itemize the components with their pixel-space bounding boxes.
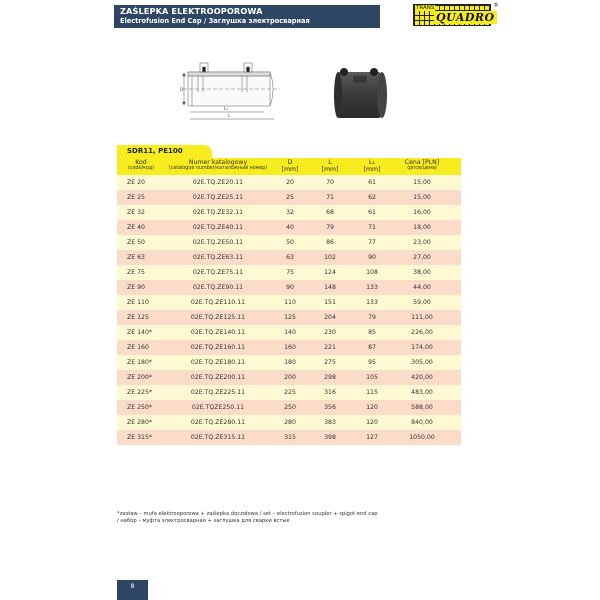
table-row	[117, 340, 461, 355]
cell-l: 102	[324, 254, 336, 261]
cell-price: 840,00	[411, 419, 433, 426]
cell-price: 18,00	[413, 224, 431, 231]
cell-l1: 108	[366, 269, 378, 276]
table-row	[117, 430, 461, 445]
cell-catalogue: 02E.TQ.ZE315.11	[190, 434, 246, 441]
column-header-d: D [mm]	[281, 159, 299, 174]
cell-l: 68	[326, 209, 334, 216]
cell-l: 316	[324, 389, 336, 396]
cell-code: ZE 25	[127, 194, 145, 201]
cell-price: 44,00	[413, 284, 431, 291]
cell-d: 75	[286, 269, 294, 276]
trans-quadro-logo	[413, 4, 495, 26]
logo-quadro-text: QUADRO	[436, 11, 495, 24]
cell-price: 23,00	[413, 239, 431, 246]
fitting-body	[183, 72, 280, 106]
table-row	[117, 295, 461, 310]
cell-l: 383	[324, 419, 336, 426]
cell-price: 1050,00	[409, 434, 435, 441]
cell-code: ZE 110	[127, 299, 149, 306]
column-header-catalogue: Numer katalogowy (catalogue number/каталожный номер)	[168, 159, 268, 172]
cell-l1: 87	[368, 344, 376, 351]
cell-l1: 79	[368, 314, 376, 321]
cell-code: ZE 63	[127, 254, 145, 261]
cell-l1: 115	[366, 389, 378, 396]
cell-catalogue: 02E.TQ.ZE32.11	[192, 209, 244, 216]
cell-code: ZE 40	[127, 224, 145, 231]
table-row	[117, 370, 461, 385]
cell-price: 483,00	[411, 389, 433, 396]
cell-price: 59,00	[413, 299, 431, 306]
cell-d: 200	[284, 374, 296, 381]
cell-catalogue: 02E.TQ.ZE110.11	[190, 299, 246, 306]
product-photo	[330, 62, 390, 124]
table-row	[117, 325, 461, 340]
dimension-label-d: D	[180, 87, 184, 92]
cell-catalogue: 02E.TQ.ZE125.11	[190, 314, 246, 321]
table-row	[117, 175, 461, 190]
cell-l: 204	[324, 314, 336, 321]
title-bar	[114, 5, 380, 28]
cell-code: ZE 140*	[127, 329, 153, 336]
table-row	[117, 190, 461, 205]
table-row	[117, 280, 461, 295]
cell-l: 398	[324, 434, 336, 441]
cell-code: ZE 160	[127, 344, 149, 351]
terminal-icon	[340, 68, 348, 76]
table-row	[117, 310, 461, 325]
cell-d: 140	[284, 329, 296, 336]
cell-l1: 105	[366, 374, 378, 381]
cell-l1: 77	[368, 239, 376, 246]
cell-l: 71	[326, 194, 334, 201]
table-row	[117, 415, 461, 430]
cell-price: 588,00	[411, 404, 433, 411]
table-body	[117, 175, 461, 445]
cell-l: 70	[326, 179, 334, 186]
cell-catalogue: 02E.TQ.ZE225.11	[190, 389, 246, 396]
cell-catalogue: 02E.TQ.ZE25.11	[192, 194, 244, 201]
table-row	[117, 265, 461, 280]
page-subtitle: Electrofusion End Cap / Заглушка электросварная	[120, 17, 310, 25]
cell-price: 15,00	[413, 194, 431, 201]
cell-code: ZE 20	[127, 179, 145, 186]
cell-catalogue: 02E.TQ.ZE20.11	[192, 179, 244, 186]
column-header-l1: L₁ [mm]	[363, 159, 381, 174]
cell-l1: 71	[368, 224, 376, 231]
cell-code: ZE 125	[127, 314, 149, 321]
technical-drawing	[180, 58, 288, 130]
cell-l: 151	[324, 299, 336, 306]
cell-d: 40	[286, 224, 294, 231]
cell-price: 15,00	[413, 179, 431, 186]
cell-code: ZE 180*	[127, 359, 153, 366]
cell-catalogue: 02E.TQ.ZE140.11	[190, 329, 246, 336]
cell-l1: 90	[368, 254, 376, 261]
cell-d: 250	[284, 404, 296, 411]
cell-l: 148	[324, 284, 336, 291]
footnote	[117, 511, 378, 525]
cell-code: ZE 75	[127, 269, 145, 276]
cell-catalogue: 02E.TQ.ZE40.11	[192, 224, 244, 231]
cell-d: 125	[284, 314, 296, 321]
table-row	[117, 385, 461, 400]
cell-d: 90	[286, 284, 294, 291]
cell-catalogue: 02E.TQ.ZE200.11	[190, 374, 246, 381]
page-number: 8	[117, 580, 148, 600]
table-header	[117, 158, 461, 175]
cell-catalogue: 02E.TQ.ZE180.11	[190, 359, 246, 366]
footnote-line-1: *zestaw – mufa elektrooporowa + zaślepka doczołowa / set – electrofusion coupler + spigot end cap	[117, 511, 378, 517]
cell-code: ZE 90	[127, 284, 145, 291]
cell-d: 25	[286, 194, 294, 201]
cell-l1: 120	[366, 419, 378, 426]
cell-code: ZE 32	[127, 209, 145, 216]
table-row	[117, 250, 461, 265]
cell-l1: 120	[366, 404, 378, 411]
page-title: ZAŚLEPKA ELEKTROOPOROWA	[120, 6, 263, 16]
cell-l1: 95	[368, 359, 376, 366]
cell-d: 315	[284, 434, 296, 441]
cell-l: 275	[324, 359, 336, 366]
cell-price: 226,00	[411, 329, 433, 336]
cell-code: ZE 225*	[127, 389, 153, 396]
cell-code: ZE 50	[127, 239, 145, 246]
cell-catalogue: 02E.TQ.ZE50.11	[192, 239, 244, 246]
table-row	[117, 235, 461, 250]
sdr-label: SDR11, PE100	[127, 147, 183, 155]
column-header-l: L [mm]	[321, 159, 339, 174]
cell-price: 305,00	[411, 359, 433, 366]
cell-d: 180	[284, 359, 296, 366]
cell-catalogue: 02E.TQ.ZE160.11	[190, 344, 246, 351]
cell-catalogue: 02E.TQ.ZE90.11	[192, 284, 244, 291]
column-header-code: Kod (code/код)	[127, 159, 155, 172]
cell-d: 50	[286, 239, 294, 246]
cell-l1: 133	[366, 284, 378, 291]
table-row	[117, 220, 461, 235]
cell-code: ZE 250*	[127, 404, 153, 411]
cell-l: 86	[326, 239, 334, 246]
cell-code: ZE 315*	[127, 434, 153, 441]
cell-catalogue: 02E.TQ.ZE280.11	[190, 419, 246, 426]
cell-l: 298	[324, 374, 336, 381]
table-row	[117, 400, 461, 415]
cell-l1: 133	[366, 299, 378, 306]
cell-code: ZE 280*	[127, 419, 153, 426]
registered-mark: ®	[493, 2, 499, 9]
cell-l1: 85	[368, 329, 376, 336]
cell-d: 110	[284, 299, 296, 306]
footnote-line-2: / набор – муфта электросварная + заглушка для сварки встык	[117, 518, 290, 524]
cell-catalogue: 02E.TQ.ZE75.11	[192, 269, 244, 276]
cell-code: ZE 200*	[127, 374, 153, 381]
cell-price: 16,00	[413, 209, 431, 216]
cell-d: 63	[286, 254, 294, 261]
cell-l: 356	[324, 404, 336, 411]
cell-l1: 61	[368, 179, 376, 186]
cell-price: 38,00	[413, 269, 431, 276]
terminal-icon	[370, 68, 378, 76]
terminal-pin-icon	[200, 63, 252, 72]
cell-l1: 127	[366, 434, 378, 441]
cell-d: 280	[284, 419, 296, 426]
cell-d: 160	[284, 344, 296, 351]
cell-l: 221	[324, 344, 336, 351]
sdr-tab	[117, 145, 212, 159]
table-row	[117, 205, 461, 220]
cell-d: 225	[284, 389, 296, 396]
cell-price: 174,00	[411, 344, 433, 351]
dimension-label-l1: L₁	[224, 106, 228, 111]
cell-d: 20	[286, 179, 294, 186]
cell-l: 124	[324, 269, 336, 276]
logo-trans-text: TRANS	[416, 5, 435, 11]
cell-l1: 62	[368, 194, 376, 201]
cell-l1: 61	[368, 209, 376, 216]
dimension-label-l: L	[228, 113, 231, 118]
cell-catalogue: 02E.TQZE250.11	[191, 404, 245, 411]
cell-price: 420,00	[411, 374, 433, 381]
cell-l: 230	[324, 329, 336, 336]
cell-price: 111,00	[411, 314, 433, 321]
cell-catalogue: 02E.TQ.ZE63.11	[192, 254, 244, 261]
product-table	[117, 158, 461, 445]
cell-l: 79	[326, 224, 334, 231]
cell-d: 32	[286, 209, 294, 216]
column-header-price: Cena [PLN] (price/цена)	[404, 159, 440, 172]
table-row	[117, 355, 461, 370]
cell-price: 27,00	[413, 254, 431, 261]
